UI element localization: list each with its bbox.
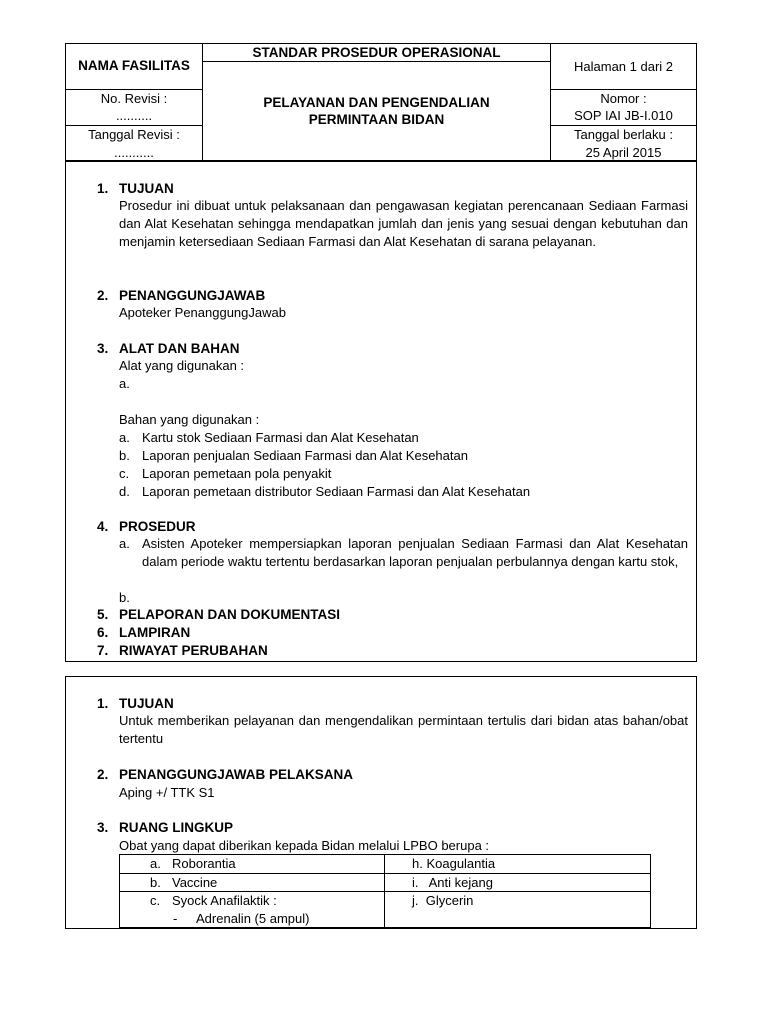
section-number: 3. (97, 820, 109, 835)
sop-title: STANDAR PROSEDUR OPERASIONAL (252, 45, 501, 60)
ruang-lingkup-intro: Obat yang dapat diberikan kepada Bidan melalui LPBO berupa : (119, 838, 490, 853)
section-number: 4. (97, 519, 109, 534)
table-cell: Vaccine (172, 875, 218, 890)
section-number: 3. (97, 341, 109, 356)
section-number: 5. (97, 607, 109, 622)
revision-date-label: Tanggal Revisi : (88, 127, 180, 142)
table-cell: Roborantia (172, 856, 236, 871)
heading-lampiran: LAMPIRAN (119, 625, 191, 640)
section-number: 1. (97, 181, 109, 196)
tujuan-2-body: Untuk memberikan pelayanan dan mengendalikan permintaan tertulis dari bidan atas bahan/obat tertentu (119, 713, 688, 746)
tujuan-body: Prosedur ini dibuat untuk pelaksanaan dan pengawasan kegiatan perencanaan Sediaan Farmasi dan Alat Kesehatan sehingga mendapatkan jumlah dan jenis yang sesuai dengan kebutuhan dan menjamin ketersediaan Sediaan Farmasi dan Alat Kesehatan di sarana pelayanan. (119, 198, 688, 249)
effective-date-label: Tanggal berlaku : (573, 127, 673, 142)
list-item-letter: b. (119, 448, 130, 463)
list-item-letter: c. (119, 466, 130, 481)
heading-riwayat: RIWAYAT PERUBAHAN (119, 643, 268, 658)
section-number: 1. (97, 696, 109, 711)
number-value: SOP IAI JB-I.010 (574, 108, 673, 123)
list-item: Laporan pemetaan distributor Sediaan Farmasi dan Alat Kesehatan (142, 484, 531, 499)
heading-penanggungjawab: PENANGGUNGJAWAB (119, 288, 266, 303)
table-cell: c. (150, 893, 161, 908)
list-item-letter: b. (119, 590, 130, 605)
effective-date-value: 25 April 2015 (585, 145, 662, 160)
facility-name: NAMA FASILITAS (78, 58, 190, 73)
table-cell: j. Glycerin (412, 893, 474, 908)
list-item-letter: a. (119, 536, 130, 551)
heading-tujuan-2: TUJUAN (119, 696, 174, 711)
table-cell: a. (150, 856, 161, 871)
revision-label: No. Revisi : (100, 91, 168, 106)
list-item: Asisten Apoteker mempersiapkan laporan penjualan Sediaan Farmasi dan Alat Kesehatan dalam periode waktu tertentu berdasarkan laporan penjualan perbulannya dengan kartu stok, (142, 536, 688, 569)
revision-date-value: ........... (114, 145, 154, 160)
list-item-letter: d. (119, 484, 130, 499)
revision-value: .......... (115, 108, 153, 123)
page-info: Halaman 1 dari 2 (574, 59, 673, 74)
heading-prosedur: PROSEDUR (119, 519, 196, 534)
section-number: 7. (97, 643, 109, 658)
table-cell-dash: - (173, 911, 178, 926)
table-cell: i. Anti kejang (412, 875, 493, 890)
list-item: Laporan pemetaan pola penyakit (142, 466, 332, 481)
heading-alat-bahan: ALAT DAN BAHAN (119, 341, 240, 356)
pelaksana-body: Aping +/ TTK S1 (119, 785, 215, 800)
doc-title-line1: PELAYANAN DAN PENGENDALIAN (263, 95, 490, 110)
list-item-letter: a. (119, 376, 130, 391)
alat-label: Alat yang digunakan : (119, 358, 245, 373)
number-label: Nomor : (600, 91, 647, 106)
list-item: Kartu stok Sediaan Farmasi dan Alat Kesehatan (142, 430, 419, 445)
doc-title-line2: PERMINTAAN BIDAN (308, 112, 445, 127)
heading-tujuan: TUJUAN (119, 181, 174, 196)
table-cell: Adrenalin (5 ampul) (196, 911, 310, 926)
bahan-label: Bahan yang digunakan : (119, 412, 260, 427)
penanggungjawab-body: Apoteker PenanggungJawab (119, 305, 286, 320)
table-cell: b. (150, 875, 161, 890)
section-number: 6. (97, 625, 109, 640)
heading-pelaporan: PELAPORAN DAN DOKUMENTASI (119, 607, 341, 622)
table-cell: Syock Anafilaktik : (172, 893, 277, 908)
section-number: 2. (97, 767, 109, 782)
section-number: 2. (97, 288, 109, 303)
heading-ruang-lingkup: RUANG LINGKUP (119, 820, 233, 835)
list-item-letter: a. (119, 430, 130, 445)
table-cell: h. Koagulantia (412, 856, 496, 871)
list-item: Laporan penjualan Sediaan Farmasi dan Alat Kesehatan (142, 448, 468, 463)
heading-pelaksana: PENANGGUNGJAWAB PELAKSANA (119, 767, 354, 782)
